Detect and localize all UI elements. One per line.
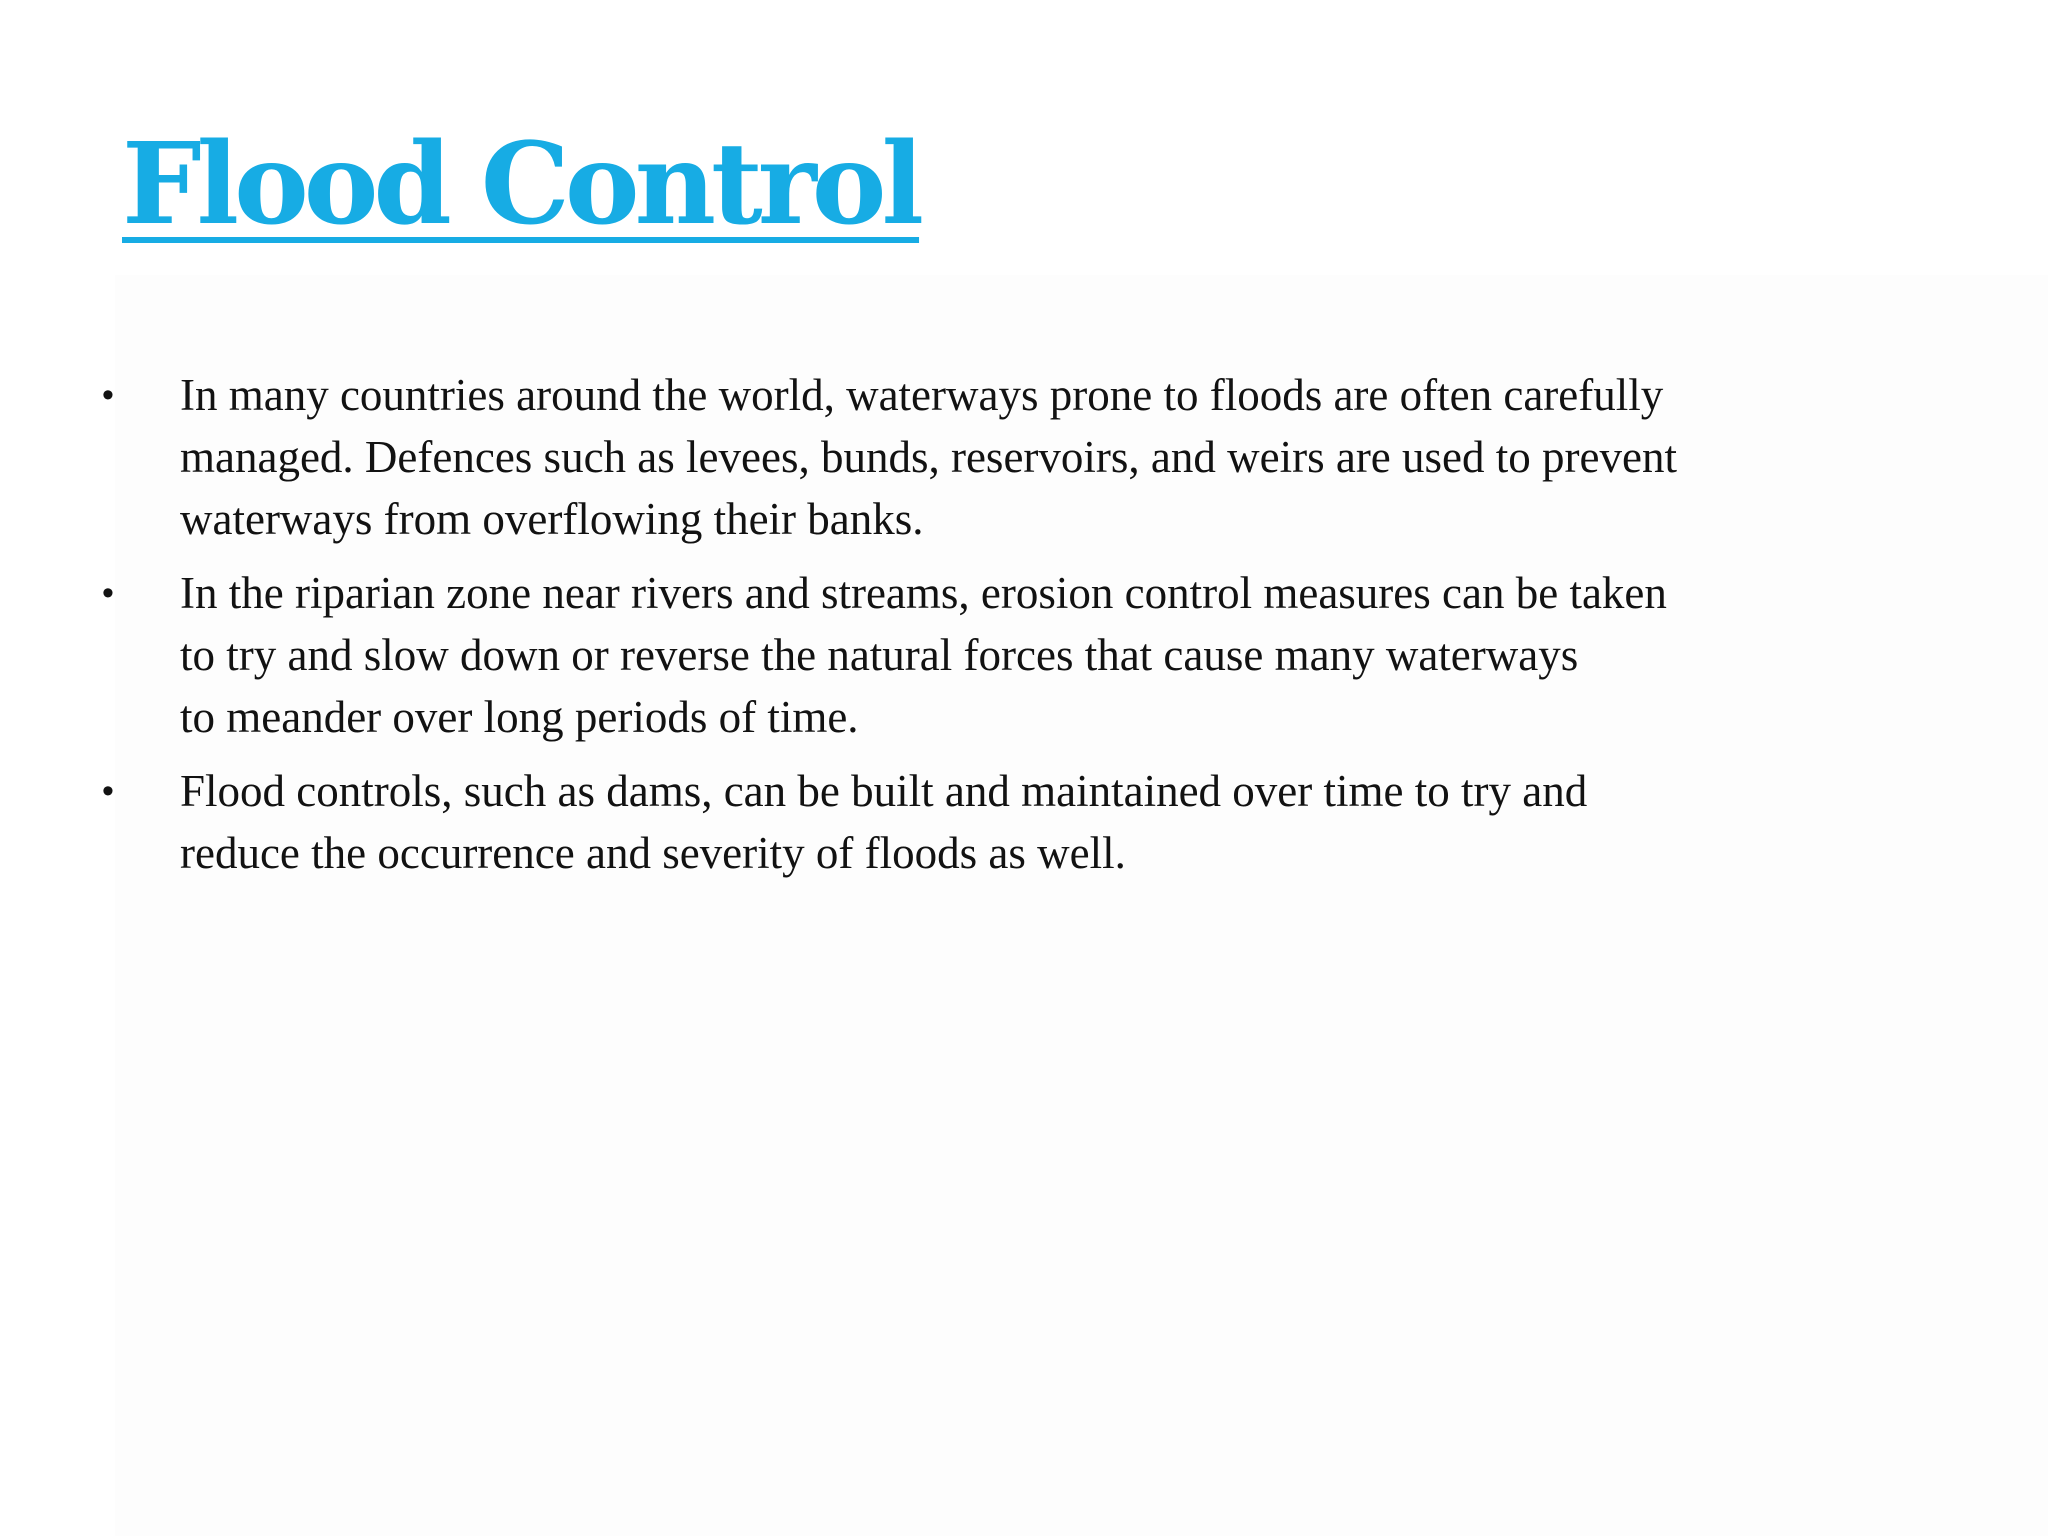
bullet-text-line: to meander over long periods of time. xyxy=(180,692,859,742)
bullet-icon: • xyxy=(102,772,114,810)
bullet-text-line: to try and slow down or reverse the natural forces that cause many waterways xyxy=(180,630,1579,680)
bullet-text-line: waterways from overflowing their banks. xyxy=(180,494,924,544)
bullet-text-line: Flood controls, such as dams, can be built and maintained over time to try and xyxy=(180,766,1588,816)
bullet-text-line: reduce the occurrence and severity of floods as well. xyxy=(180,828,1126,878)
bullet-icon: • xyxy=(102,376,114,414)
slide-title: Flood Control xyxy=(122,119,920,250)
bullet-icon: • xyxy=(102,574,114,612)
bullet-text-line: managed. Defences such as levees, bunds, reservoirs, and weirs are used to prevent xyxy=(180,432,1677,482)
bullet-item xyxy=(100,760,1980,884)
bullet-text-line: In the riparian zone near rivers and streams, erosion control measures can be taken xyxy=(180,568,1667,618)
bullet-list xyxy=(100,364,1980,896)
bullet-item xyxy=(100,562,1980,748)
bullet-item xyxy=(100,364,1980,550)
bullet-text-line: In many countries around the world, waterways prone to floods are often carefully xyxy=(180,370,1664,420)
